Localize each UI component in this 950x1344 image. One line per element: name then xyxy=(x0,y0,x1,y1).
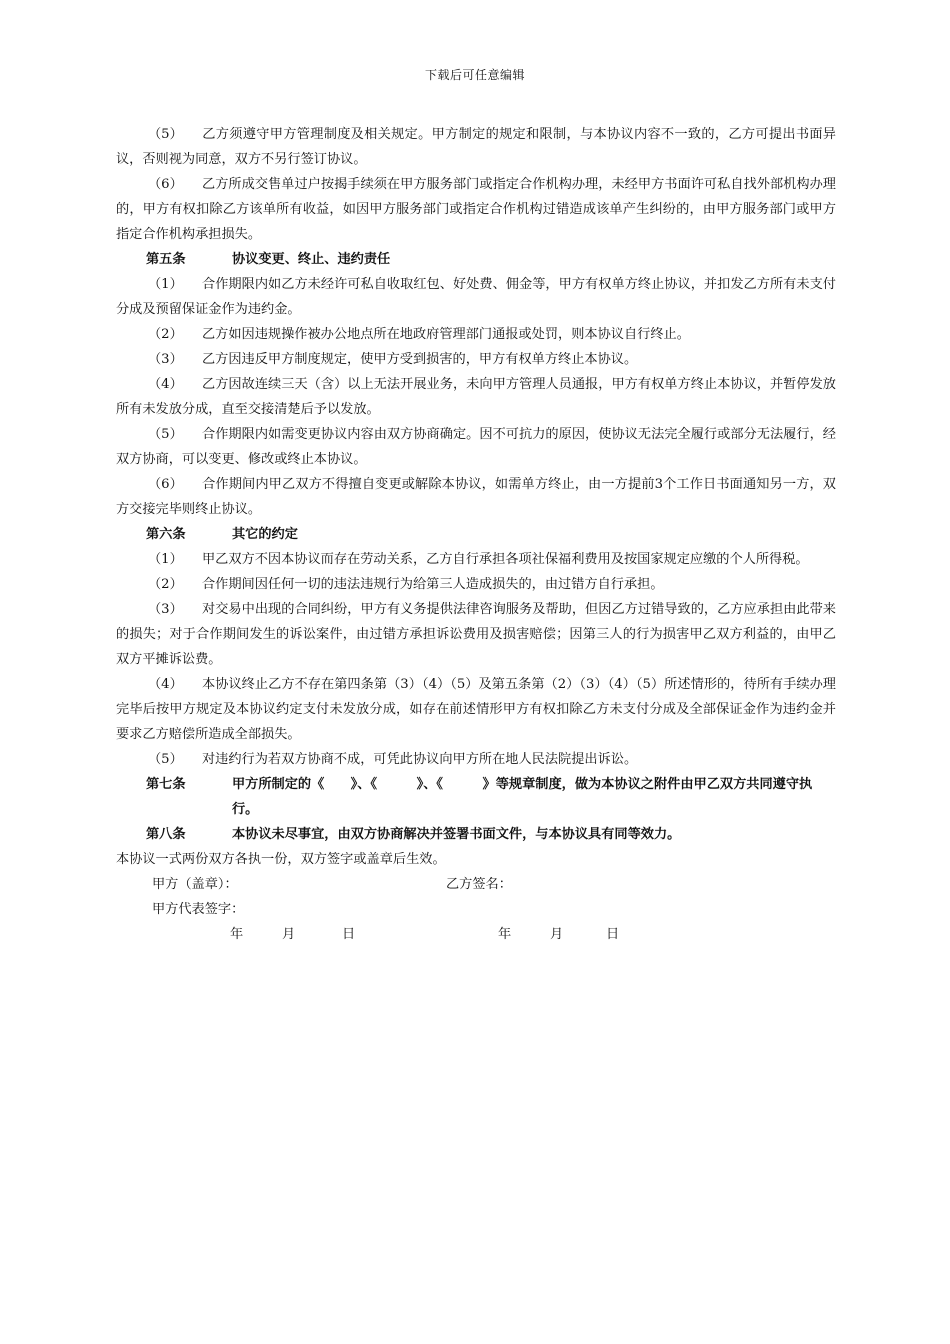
clause-text: 对违约行为若双方协商不成，可凭此协议向甲方所在地人民法院提出诉讼。 xyxy=(202,752,638,767)
clause-number: （5） xyxy=(148,752,183,767)
document-body xyxy=(116,122,836,947)
clause-4-5 xyxy=(116,122,836,172)
clause-text: 甲乙双方不因本协议而存在劳动关系，乙方自行承担各项社保福利费用及按国家规定应缴的个人所得税。 xyxy=(202,552,809,567)
clause-text: 本协议终止乙方不存在第四条第（3）（4）（5）及第五条第（2）（3）（4）（5）所述情形的，待所有手续办理完毕后按甲方规定及本协议约定支付未发放分成，如存在前述情形甲方有权扣除乙方未支付分成及全部保证金作为违约金并要求乙方赔偿所造成全部损失。 xyxy=(116,677,836,742)
clause-text: 乙方如因违规操作被办公地点所在地政府管理部门通报或处罚，则本协议自行终止。 xyxy=(202,327,690,342)
clause-text: 合作期间因任何一切的违法违规行为给第三人造成损失的，由过错方自行承担。 xyxy=(202,577,664,592)
clause-number: （6） xyxy=(148,477,183,492)
clause-text: 乙方须遵守甲方管理制度及相关规定。甲方制定的规定和限制，与本协议内容不一致的，乙方可提出书面异议，否则视为同意，双方不另行签订协议。 xyxy=(116,127,836,167)
clause-5-2 xyxy=(116,322,836,347)
article-number: 第五条 xyxy=(146,252,186,267)
clause-number: （6） xyxy=(148,177,183,192)
clause-number: （1） xyxy=(148,277,183,292)
day-label: 日 xyxy=(342,927,356,942)
party-a-seal-label: 甲方（盖章）： xyxy=(152,877,238,892)
clause-5-4 xyxy=(116,372,836,422)
representative-row xyxy=(116,897,836,922)
clause-6-5 xyxy=(116,747,836,772)
article-5-heading xyxy=(116,247,836,272)
clause-text: 乙方所成交售单过户按揭手续须在甲方服务部门或指定合作机构办理，未经甲方书面许可私自找外部机构办理的，甲方有权扣除乙方该单所有收益，如因甲方服务部门或指定合作机构过错造成该单产生纠纷的，由甲方服务部门或甲方指定合作机构承担损失。 xyxy=(116,177,836,242)
article-8 xyxy=(116,822,836,847)
article-title: 其它的约定 xyxy=(232,527,298,542)
article-number: 第七条 xyxy=(146,777,186,792)
clause-5-6 xyxy=(116,472,836,522)
article-7 xyxy=(116,772,836,822)
clause-text: 对交易中出现的合同纠纷，甲方有义务提供法律咨询服务及帮助，但因乙方过错导致的，乙方应承担由此带来的损失；对于合作期间发生的诉讼案件，由过错方承担诉讼费用及损害赔偿；因第三人的行为损害甲乙双方利益的，由甲乙双方平摊诉讼费。 xyxy=(116,602,836,667)
clause-6-1 xyxy=(116,547,836,572)
clause-text: 合作期限内如需变更协议内容由双方协商确定。因不可抗力的原因，使协议无法完全履行或部分无法履行，经双方协商，可以变更、修改或终止本协议。 xyxy=(116,427,836,467)
article-text: 本协议未尽事宜，由双方协商解决并签署书面文件，与本协议具有同等效力。 xyxy=(232,827,681,842)
month-label: 月 xyxy=(282,927,296,942)
party-b-sign-label: 乙方签名： xyxy=(446,877,512,892)
article-number: 第八条 xyxy=(146,827,186,842)
clause-4-6 xyxy=(116,172,836,247)
clause-number: （3） xyxy=(148,352,183,367)
article-title: 协议变更、终止、违约责任 xyxy=(232,252,391,267)
clause-text: 乙方因违反甲方制度规定，使甲方受到损害的，甲方有权单方终止本协议。 xyxy=(202,352,638,367)
date-row xyxy=(116,922,836,947)
clause-number: （5） xyxy=(148,427,183,442)
page-header: 下载后可任意编辑 xyxy=(424,68,525,82)
party-a-date xyxy=(230,922,498,947)
clause-number: （3） xyxy=(148,602,183,617)
article-6-heading xyxy=(116,522,836,547)
party-b-date xyxy=(498,922,646,947)
clause-number: （4） xyxy=(148,677,183,692)
signature-row xyxy=(116,872,836,897)
party-a-rep-label: 甲方代表签字： xyxy=(152,902,245,917)
clause-5-1 xyxy=(116,272,836,322)
clause-number: （5） xyxy=(148,127,183,142)
clause-number: （2） xyxy=(148,327,183,342)
month-label: 月 xyxy=(550,927,564,942)
clause-5-3 xyxy=(116,347,836,372)
year-label: 年 xyxy=(498,927,512,942)
closing-statement: 本协议一式两份双方各执一份，双方签字或盖章后生效。 xyxy=(116,852,446,867)
article-text: 甲方所制定的《 》、《 》、《 》等规章制度，做为本协议之附件由甲乙双方共同遵守执行。 xyxy=(232,777,813,817)
clause-text: 合作期限内如乙方未经许可私自收取红包、好处费、佣金等，甲方有权单方终止协议，并扣发乙方所有未支付分成及预留保证金作为违约金。 xyxy=(116,277,836,317)
clause-number: （2） xyxy=(148,577,183,592)
clause-6-2 xyxy=(116,572,836,597)
clause-number: （4） xyxy=(148,377,183,392)
clause-6-3 xyxy=(116,597,836,672)
article-number: 第六条 xyxy=(146,527,186,542)
day-label: 日 xyxy=(606,927,620,942)
year-label: 年 xyxy=(230,927,244,942)
clause-5-5 xyxy=(116,422,836,472)
clause-6-4 xyxy=(116,672,836,747)
clause-text: 合作期间内甲乙双方不得擅自变更或解除本协议，如需单方终止，由一方提前3个工作日书面通知另一方，双方交接完毕则终止协议。 xyxy=(116,477,836,517)
clause-number: （1） xyxy=(148,552,183,567)
clause-text: 乙方因故连续三天（含）以上无法开展业务，未向甲方管理人员通报，甲方有权单方终止本协议，并暂停发放所有未发放分成，直至交接清楚后予以发放。 xyxy=(116,377,836,417)
